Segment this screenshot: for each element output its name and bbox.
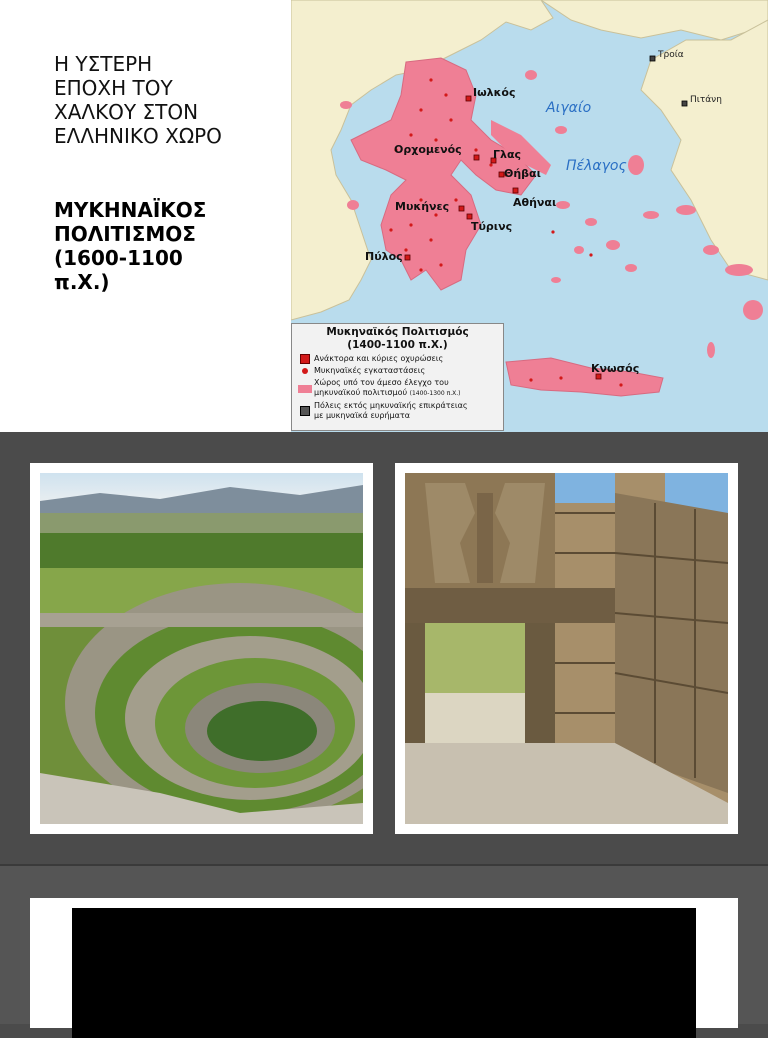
title-line: ΠΟΛΙΤΙΣΜΟΣ [54, 222, 196, 246]
subtitle-line: ΧΑΛΚΟΥ ΣΤΟΝ [54, 100, 199, 124]
lion-gate-photo [395, 463, 738, 834]
slide-2 [0, 432, 768, 864]
slide-3 [0, 864, 768, 1024]
place-label: Κνωσός [591, 362, 640, 375]
settlement-swatch-icon [302, 368, 308, 374]
legend-text: Χώρος υπό τον άμεσο έλεγχο του [314, 378, 449, 387]
legend-text: Ανάκτορα και κύριες οχυρώσεις [314, 354, 444, 363]
outside-city-swatch-icon [300, 406, 310, 416]
legend-row-settlements [296, 366, 499, 376]
mycenaean-map [291, 0, 768, 432]
legend-row-palaces [296, 354, 499, 364]
black-rectangle [72, 908, 696, 1038]
place-label: Αθήναι [513, 196, 557, 209]
grave-circle-image [40, 473, 363, 824]
legend-text: Πόλεις εκτός μηκυναϊκής επικράτειας [314, 401, 468, 410]
legend-text [314, 388, 460, 399]
sea-label: Αιγαίο [546, 100, 592, 116]
lion-gate-image [405, 473, 728, 824]
palace-swatch-icon [300, 354, 310, 364]
title-line: π.Χ.) [54, 270, 110, 294]
title-line: (1600-1100 [54, 246, 183, 270]
place-label: Γλας [493, 148, 522, 161]
slide-3-content [30, 898, 738, 1028]
legend-text-part: μηκυναϊκού πολιτισμού [314, 388, 408, 397]
subtitle-line: ΕΛΛΗΝΙΚΟ ΧΩΡΟ [54, 124, 222, 148]
map-legend [291, 323, 504, 431]
outside-city-label: Τροία [658, 50, 684, 60]
legend-title-line: (1400-1100 π.Χ.) [347, 339, 448, 351]
legend-row-area [296, 378, 499, 399]
subtitle-line: ΕΠΟΧΗ ΤΟΥ [54, 76, 173, 100]
slide-1 [0, 0, 768, 432]
legend-text: Μυκηναϊκές εγκαταστάσεις [314, 366, 426, 375]
area-swatch-icon [298, 385, 312, 393]
place-label: Ορχομενός [394, 143, 462, 156]
place-label: Ιωλκός [473, 86, 516, 99]
slide-subtitle [54, 52, 284, 148]
grave-circle-photo [30, 463, 373, 834]
legend-period: (1400-1300 π.Χ.) [409, 390, 461, 397]
sea-label: Πέλαγος [566, 158, 627, 174]
title-line: ΜΥΚΗΝΑΪΚΟΣ [54, 198, 207, 222]
legend-row-outside [296, 401, 499, 421]
legend-text: με μυκηναϊκά ευρήματα [314, 411, 410, 420]
place-label: Πύλος [365, 250, 403, 263]
place-label: Θήβαι [504, 167, 541, 180]
legend-title-line: Μυκηναϊκός Πολιτισμός [326, 326, 469, 338]
place-label: Μυκήνες [395, 200, 450, 213]
subtitle-line: Η ΥΣΤΕΡΗ [54, 52, 153, 76]
place-label: Τύρινς [471, 220, 513, 233]
outside-city-label: Πιτάνη [690, 95, 722, 105]
slide-title [54, 198, 284, 294]
legend-title [296, 326, 499, 352]
